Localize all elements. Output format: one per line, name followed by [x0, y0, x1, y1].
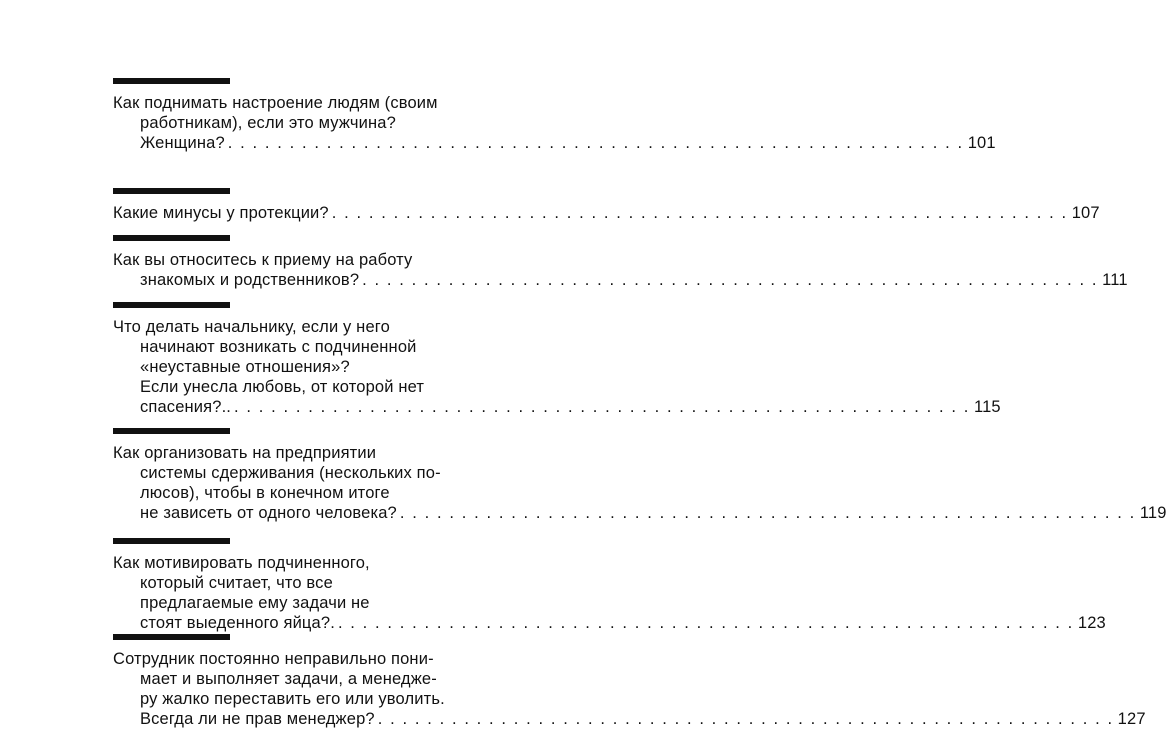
section-divider-bar	[113, 188, 230, 194]
dot-leader: . . . . . . . . . . . . . . . . . . . . . . . . . . . . . . . . . . . . . . . . . . . . . . . . . . . . . . . . . . . .	[362, 271, 1099, 289]
entry-title-line: начинают возникать с подчиненной	[140, 338, 417, 356]
dot-leader: . . . . . . . . . . . . . . . . . . . . . . . . . . . . . . . . . . . . . . . . . . . . . . . . . . . . . . . . . . . .	[337, 614, 1074, 632]
section-divider-bar	[113, 428, 230, 434]
section-divider-bar	[113, 235, 230, 241]
entry-title-line: работникам), если это мужчина?	[140, 114, 396, 132]
dot-leader: . . . . . . . . . . . . . . . . . . . . . . . . . . . . . . . . . . . . . . . . . . . . . . . . . . . . . . . . . . . .	[331, 204, 1068, 222]
entry-title-line: ру жалко переставить его или уволить.	[140, 690, 445, 708]
entry-last-line	[113, 203, 1100, 223]
dot-leader: . . . . . . . . . . . . . . . . . . . . . . . . . . . . . . . . . . . . . . . . . . . . . . . . . . . . . . . . . . . .	[227, 134, 964, 152]
toc-entry	[113, 188, 1100, 235]
page-number: 127	[1117, 710, 1146, 728]
entry-title-line: «неуставные отношения»?	[140, 358, 350, 376]
entry-title-line: который считает, что все	[140, 574, 333, 592]
toc-entry	[113, 428, 1167, 538]
entry-last-line	[113, 503, 1167, 523]
entry-last-line	[113, 270, 1128, 290]
entry-title-line: предлагаемые ему задачи не	[140, 594, 370, 612]
entry-title-line: Если унесла любовь, от которой нет	[140, 378, 425, 396]
entry-title-end: знакомых и родственников?	[140, 271, 360, 289]
toc-entry	[113, 302, 1001, 428]
section-divider-bar	[113, 78, 230, 84]
toc-entry	[113, 634, 1146, 734]
entry-title-line: Что делать начальнику, если у него	[113, 318, 390, 336]
entry-title-line: Как поднимать настроение людям (своим	[113, 94, 438, 112]
dot-leader: . . . . . . . . . . . . . . . . . . . . . . . . . . . . . . . . . . . . . . . . . . . . . . . . . . . . . . . . . . . .	[234, 398, 970, 416]
page-number: 123	[1077, 614, 1106, 632]
toc-entry	[113, 538, 1106, 634]
entry-last-line	[113, 709, 1146, 729]
entry-title-line: Как мотивировать подчиненного,	[113, 554, 370, 572]
entry-title-end: не зависеть от одного человека?	[140, 504, 397, 522]
entry-last-line	[113, 613, 1106, 633]
entry-title-line: Сотрудник постоянно неправильно пони-	[113, 650, 434, 668]
page-number: 101	[967, 134, 996, 152]
page-number: 115	[973, 398, 1001, 416]
entry-title-line: Как вы относитесь к приему на работу	[113, 251, 413, 269]
entry-last-line	[113, 133, 996, 153]
page-number: 107	[1071, 204, 1100, 222]
entry-title-line: мает и выполняет задачи, а менедже-	[140, 670, 437, 688]
toc-entry	[113, 78, 996, 188]
entry-title-end: Женщина?	[140, 134, 225, 152]
entry-last-line	[113, 397, 1001, 417]
dot-leader: . . . . . . . . . . . . . . . . . . . . . . . . . . . . . . . . . . . . . . . . . . . . . . . . . . . . . . . . . . . .	[377, 710, 1114, 728]
table-of-contents	[113, 78, 1167, 734]
entry-title-line: люсов), чтобы в конечном итоге	[140, 484, 390, 502]
dot-leader: . . . . . . . . . . . . . . . . . . . . . . . . . . . . . . . . . . . . . . . . . . . . . . . . . . . . . . . . . . . .	[399, 504, 1136, 522]
entry-title-end: Какие минусы у протекции?	[113, 204, 329, 222]
entry-title-end: спасения?..	[140, 398, 232, 416]
page-number: 111	[1102, 271, 1128, 289]
entry-title-end: Всегда ли не прав менеджер?	[140, 710, 375, 728]
toc-entry	[113, 235, 1128, 302]
entry-title-line: системы сдерживания (нескольких по-	[140, 464, 441, 482]
page-number: 119	[1139, 504, 1167, 522]
entry-title-end: стоят выеденного яйца?.	[140, 614, 335, 632]
section-divider-bar	[113, 634, 230, 640]
entry-title-line: Как организовать на предприятии	[113, 444, 377, 462]
section-divider-bar	[113, 538, 230, 544]
section-divider-bar	[113, 302, 230, 308]
